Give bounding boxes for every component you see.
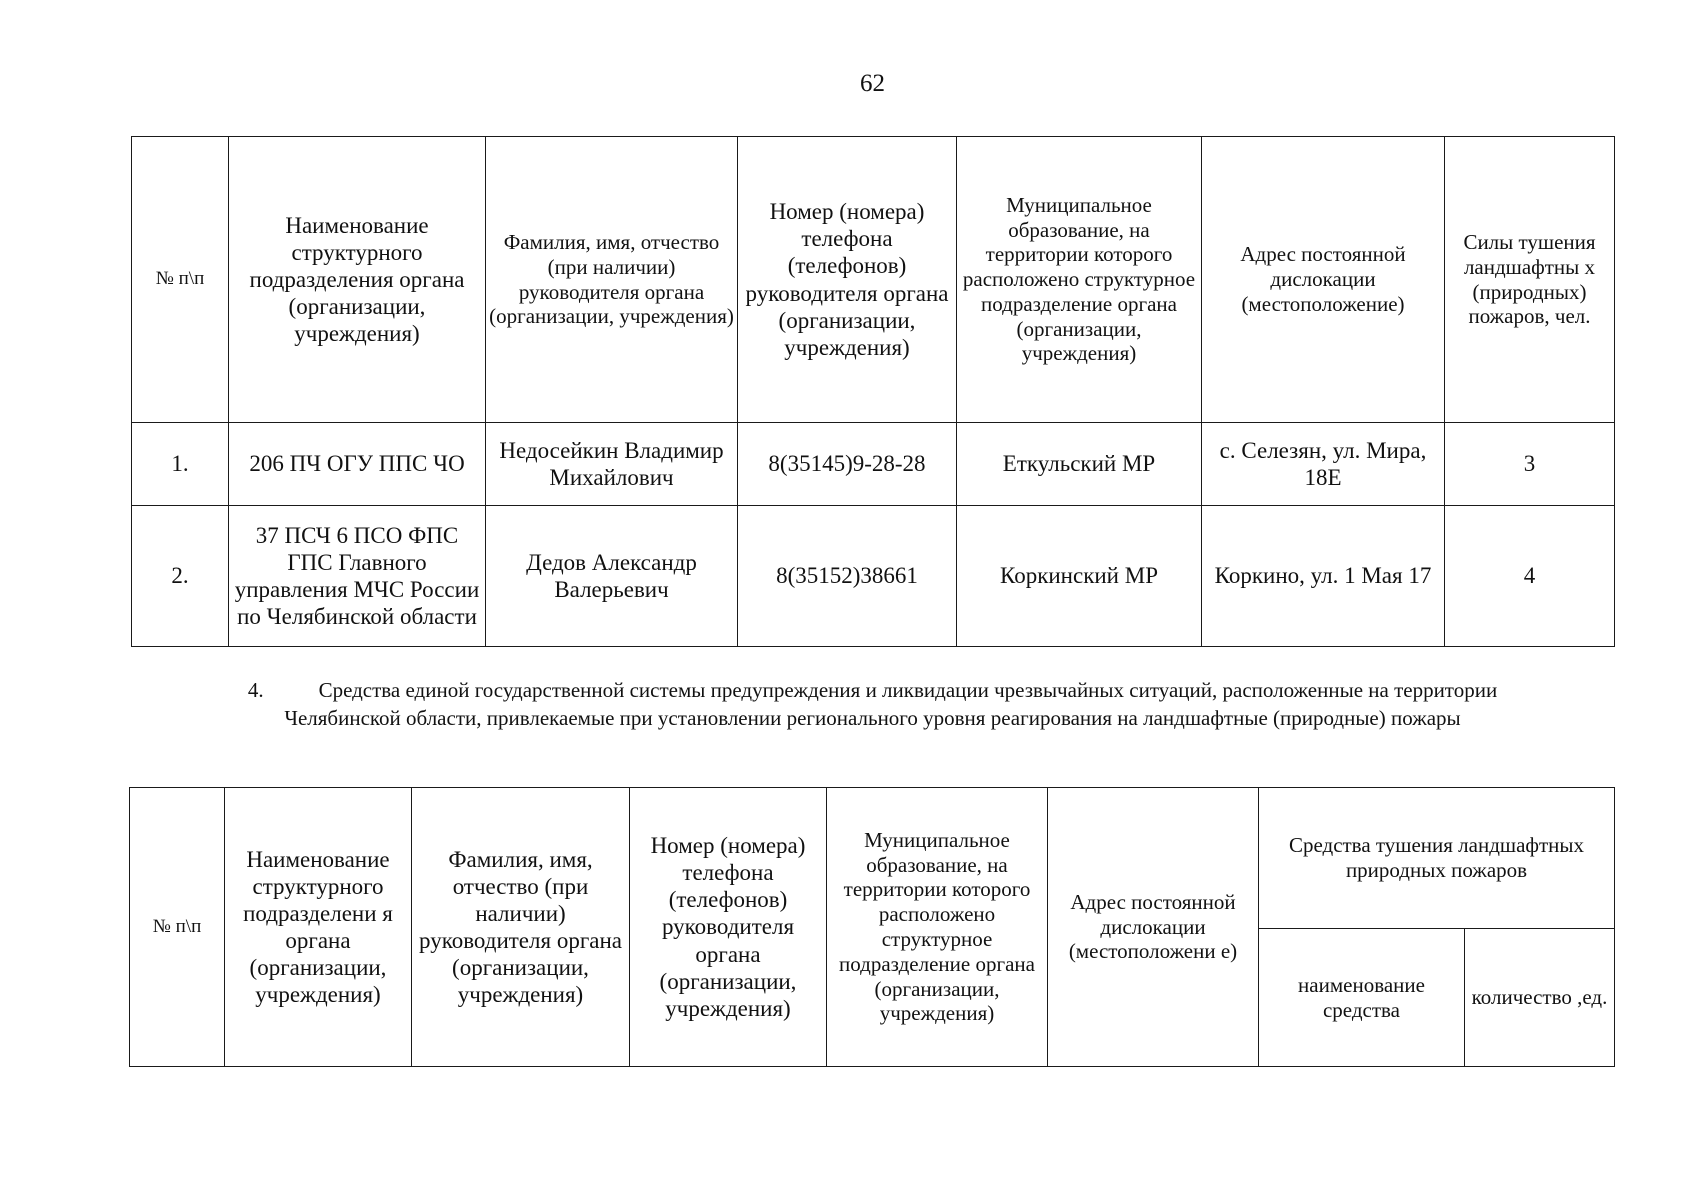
section-number: 4. (247, 678, 264, 702)
section-heading (200, 676, 1545, 732)
cell-municipality: Еткульский МР (957, 423, 1202, 506)
means-table (129, 787, 1615, 1067)
header-municipality: Муниципальное образование, на территории которого расположено структурное подразделение органа (организации, учреждения) (827, 788, 1048, 1067)
header-means-group: Средства тушения ландшафтных природных пожаров (1259, 788, 1615, 929)
cell-municipality: Коркинский МР (957, 506, 1202, 647)
header-head: Фамилия, имя, отчество (при наличии) руководителя органа (организации, учреждения) (486, 137, 738, 423)
cell-phone: 8(35152)38661 (738, 506, 957, 647)
header-means-name: наименование средства (1259, 929, 1465, 1067)
section-text: Средства единой государственной системы предупреждения и ликвидации чрезвычайных ситуаций, расположенные на территории Челябинской области, привлекаемые при установлении регионального уровня реагирования на ландшафтные (природные) пожары (284, 678, 1498, 730)
header-head: Фамилия, имя, отчество (при наличии) руководителя органа (организации, учреждения) (412, 788, 630, 1067)
cell-phone: 8(35145)9-28-28 (738, 423, 957, 506)
cell-head: Недосейкин Владимир Михайлович (486, 423, 738, 506)
header-address: Адрес постоянной дислокации (местоположени е) (1048, 788, 1259, 1067)
cell-name: 206 ПЧ ОГУ ППС ЧО (229, 423, 486, 506)
cell-forces: 3 (1445, 423, 1615, 506)
cell-num: 1. (132, 423, 229, 506)
header-municipality: Муниципальное образование, на территории которого расположено структурное подразделение органа (организации, учреждения) (957, 137, 1202, 423)
page-number: 62 (860, 70, 885, 97)
header-phone: Номер (номера) телефона (телефонов) руководителя органа (организации, учреждения) (630, 788, 827, 1067)
cell-address: с. Селезян, ул. Мира, 18Е (1202, 423, 1445, 506)
header-means-qty: количество ,ед. (1465, 929, 1615, 1067)
cell-num: 2. (132, 506, 229, 647)
cell-head: Дедов Александр Валерьевич (486, 506, 738, 647)
table-header-row (132, 137, 1615, 423)
forces-table (131, 136, 1615, 647)
header-name: Наименование структурного подразделения органа (организации, учреждения) (229, 137, 486, 423)
header-name: Наименование структурного подразделени я органа (организации, учреждения) (225, 788, 412, 1067)
cell-address: Коркино, ул. 1 Мая 17 (1202, 506, 1445, 647)
header-num: № п\п (132, 137, 229, 423)
header-num: № п\п (130, 788, 225, 1067)
header-phone: Номер (номера) телефона (телефонов) руководителя органа (организации, учреждения) (738, 137, 957, 423)
header-forces: Силы тушения ландшафтны х (природных) пожаров, чел. (1445, 137, 1615, 423)
header-address: Адрес постоянной дислокации (местоположение) (1202, 137, 1445, 423)
cell-forces: 4 (1445, 506, 1615, 647)
table-header-row (130, 788, 1615, 929)
table-row (132, 506, 1615, 647)
table-row (132, 423, 1615, 506)
cell-name: 37 ПСЧ 6 ПСО ФПС ГПС Главного управления МЧС России по Челябинской области (229, 506, 486, 647)
